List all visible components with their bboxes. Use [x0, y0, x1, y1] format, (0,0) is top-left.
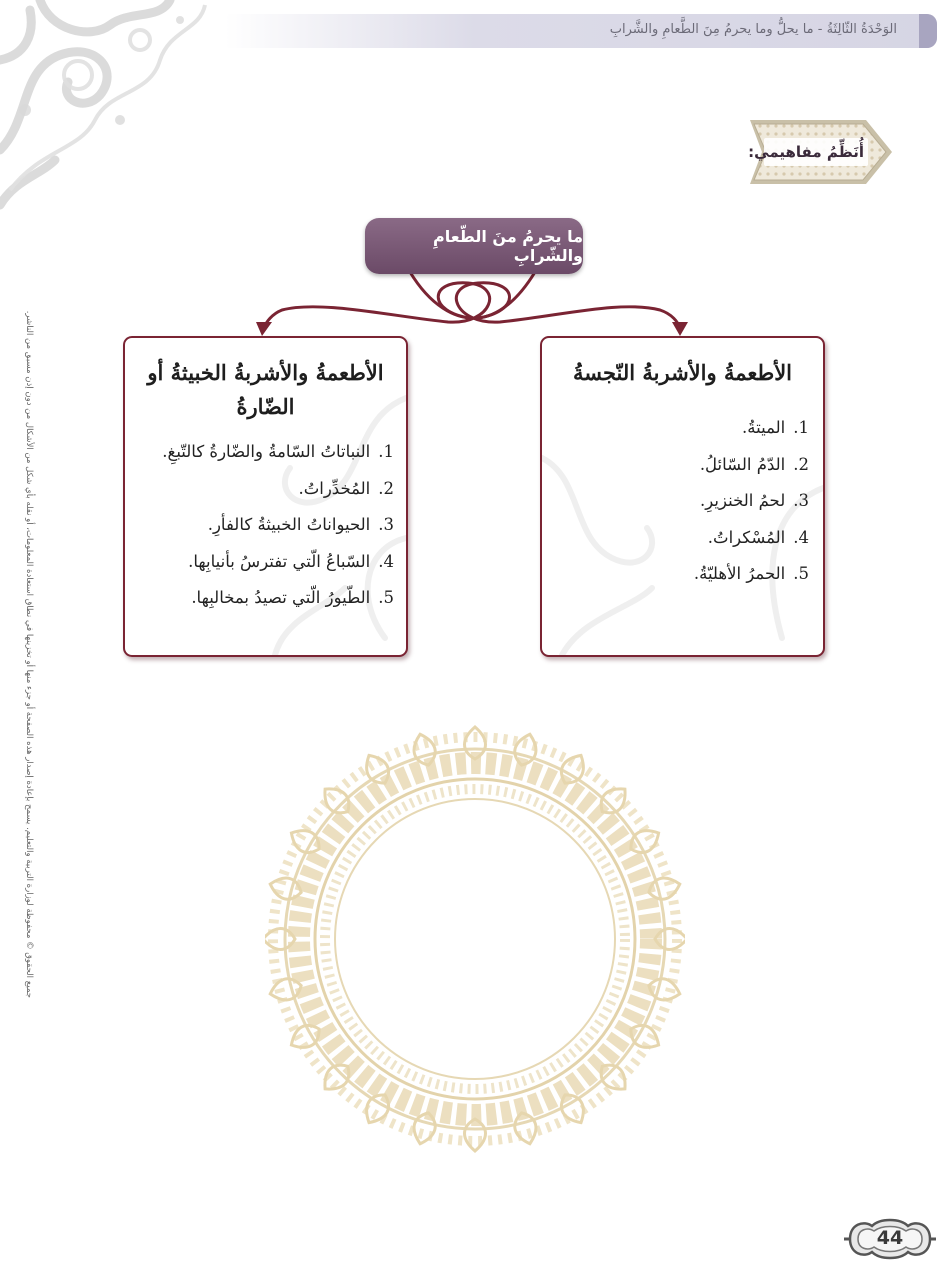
list-item [542, 447, 809, 484]
item-text: النباتاتُ السّامةُ والضّارةُ كالتّبغِ. [162, 442, 371, 461]
item-text: الميتةُ. [742, 418, 786, 437]
item-number: 4. [378, 551, 394, 571]
item-text: الطّيورُ الّتي تصيدُ بمخالبِها. [191, 588, 371, 607]
item-text: الحيواناتُ الخبيثةُ كالفأرِ. [207, 515, 371, 534]
harmful-foods-list [125, 434, 406, 617]
item-number: 3. [793, 491, 809, 510]
central-topic [365, 218, 583, 274]
item-number: 4. [793, 527, 809, 547]
item-number: 1. [793, 418, 809, 437]
item-number: 5. [378, 588, 394, 607]
page-number: 44 [876, 1227, 904, 1249]
impure-foods-list [542, 410, 823, 593]
list-item [125, 434, 394, 471]
list-item [542, 483, 809, 520]
impure-foods-box [540, 336, 825, 657]
item-number: 5. [793, 564, 809, 583]
connector-lines [0, 0, 946, 360]
copyright-note: جميع الحقوق © محفوظة لوزارة التربية والتعليم. يسمح بإعادة إصدار هذه الصفحة أو جزء منها أو تخزينها في نطاق استعادة المعلومات، أو نقله بأي شكل من الأشكال من دون إذن مسبق من الناشر. [24, 310, 34, 998]
item-text: لحمُ الخنزيرِ. [700, 491, 786, 510]
impure-foods-title: الأطعمةُ والأشربةُ النّجسةُ [572, 360, 793, 385]
list-item [125, 544, 394, 581]
section-tag-label: أُنَظِّمُ مفاهيمي: [748, 143, 864, 161]
page-number-badge [842, 1214, 938, 1264]
item-number: 2. [378, 478, 394, 498]
list-item [125, 580, 394, 617]
list-item [542, 556, 809, 593]
harmful-foods-title: الأطعمةُ والأشربةُ الخبيثةُ أو الضّارةُ [147, 360, 384, 419]
list-item [542, 410, 809, 447]
item-number: 2. [793, 454, 809, 474]
list-item [125, 471, 394, 508]
item-text: الدّمُ السّائلُ. [699, 454, 786, 474]
central-topic-label: ما يحرمُ منَ الطّعامِ والشّرابِ [433, 227, 583, 265]
item-text: المُسْكراتُ. [707, 527, 786, 547]
list-item [542, 520, 809, 557]
list-item [125, 507, 394, 544]
rosette-ornament [265, 722, 685, 1156]
item-number: 1. [378, 442, 394, 461]
harmful-foods-box [123, 336, 408, 657]
item-number: 3. [378, 515, 394, 534]
item-text: الحمرُ الأهليّةُ. [693, 564, 786, 583]
item-text: السّباعُ الّتي تفترسُ بأنيابِها. [188, 551, 371, 571]
item-text: المُخدِّراتُ. [298, 478, 371, 498]
unit-title: الوَحْدَةُ الثّالِثَةُ - ما يحلُّ وما يحرمُ مِنَ الطَّعامِ والشَّرابِ [609, 22, 897, 37]
